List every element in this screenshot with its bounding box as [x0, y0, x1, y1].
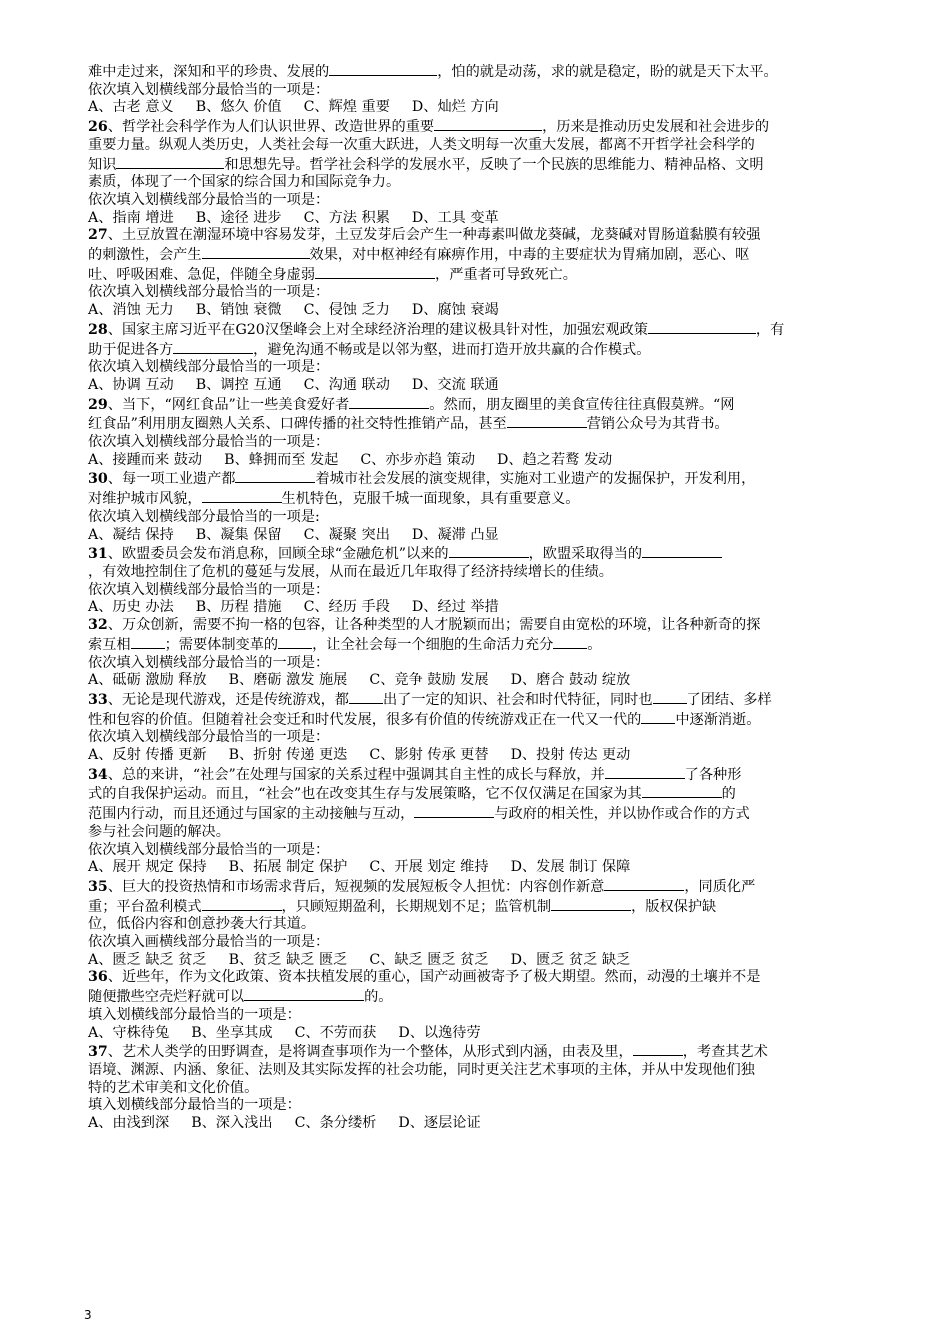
option-c[interactable]: C、条分缕析 [294, 1115, 377, 1132]
question-number: 37 [88, 1044, 108, 1061]
option-b[interactable]: B、销蚀 衰微 [195, 302, 282, 319]
option-c[interactable]: C、方法 积累 [303, 209, 390, 226]
answer-blank [414, 804, 494, 818]
question-text-line: 索互相 ；需要体制变革的 ，让全社会每一个细胞的生命活力充分 。 [88, 636, 602, 653]
question-number: 35 [88, 878, 108, 895]
option-d[interactable]: D、以逸待劳 [398, 1024, 481, 1041]
option-a[interactable]: A、砥砺 激励 释放 [88, 672, 207, 689]
question-text-line: 对维护城市风貌， 生机特色，克服千城一面现象，具有重要意义。 [88, 491, 580, 508]
question-text-line: 吐、呼吸困难、急促，伴随全身虚弱 ，严重者可导致死亡。 [88, 266, 577, 283]
option-c[interactable]: C、亦步亦趋 策动 [360, 451, 476, 468]
option-a[interactable]: A、守株待兔 [88, 1024, 170, 1041]
answer-blank [604, 877, 684, 891]
answer-blank [633, 1042, 683, 1056]
question-text-line: 重要力量。纵观人类历史，人类社会每一次重大跃进，人类文明每一次重大发展，都离不开哲学社会科学的 [88, 136, 755, 153]
option-d[interactable]: D、腐蚀 衰竭 [411, 302, 499, 319]
options-row [88, 1025, 888, 1043]
answer-blank [641, 710, 675, 724]
options-row [88, 859, 888, 877]
option-c[interactable]: C、经历 手段 [303, 599, 390, 616]
option-b[interactable]: B、坐享其成 [191, 1024, 273, 1041]
question-text-line: 知识 和思想先导。哲学社会科学的发展水平，反映了一个民族的思维能力、精神品格、文明 [88, 156, 764, 173]
question-number: 28 [88, 321, 108, 338]
option-a[interactable]: A、凝结 保持 [88, 526, 174, 543]
option-d[interactable]: D、交流 联通 [411, 376, 499, 393]
options-row [88, 952, 888, 970]
question-prompt: 依次填入划横线部分最恰当的一项是： [88, 191, 330, 208]
question-number: 30 [88, 471, 108, 488]
question-prompt: 依次填入划横线部分最恰当的一项是： [88, 359, 330, 376]
answer-blank [278, 635, 312, 649]
page-number: 3 [84, 1308, 92, 1322]
answer-blank [642, 544, 722, 558]
question-text-line: ，有效地控制住了危机的蔓延与发展，从而在最近几年取得了经济持续增长的佳绩。 [88, 563, 613, 580]
question-text-line: 35、巨大的投资热情和市场需求背后，短视频的发展短板令人担忧：内容创作新意 ，同质化严 [88, 878, 756, 895]
question-text-line: 参与社会问题的解决。 [88, 823, 230, 840]
question-prompt: 依次填入划横线部分最恰当的一项是： [88, 284, 330, 301]
option-d[interactable]: D、匮乏 贫乏 缺乏 [510, 951, 631, 968]
option-b[interactable]: B、调控 互通 [195, 376, 282, 393]
options-row [88, 210, 888, 228]
option-a[interactable]: A、协调 互动 [88, 376, 174, 393]
answer-blank [244, 987, 364, 1001]
option-b[interactable]: B、磨砺 激发 施展 [228, 672, 348, 689]
question-text-line: 助于促进各方 ，避免沟通不畅或是以邻为壑，进而打造开放共赢的合作模式。 [88, 341, 651, 358]
question-text-line: 难中走过来，深知和平的珍贵、发展的 ，怕的就是动荡，求的就是稳定，盼的就是天下太平。 [88, 64, 778, 80]
question-number: 36 [88, 969, 108, 986]
option-d[interactable]: D、工具 变革 [411, 209, 499, 226]
answer-blank [642, 784, 722, 798]
answer-blank [551, 897, 631, 911]
answer-blank [173, 340, 253, 354]
question-prompt: 填入划横线部分最恰当的一项是： [88, 1097, 301, 1114]
option-c[interactable]: C、侵蚀 乏力 [303, 302, 390, 319]
option-c[interactable]: C、沟通 联动 [303, 376, 390, 393]
question-text-line: 32、万众创新，需要不拘一格的包容，让各种类型的人才脱颖而出；需要自由宽松的环境，让各种新奇的探 [88, 617, 761, 634]
question-number: 34 [88, 766, 108, 783]
question-prompt: 依次填入画横线部分最恰当的一项是： [88, 934, 330, 951]
answer-blank [131, 635, 165, 649]
question-prompt: 依次填入划横线部分最恰当的一项是: [88, 508, 320, 525]
question-prompt: 依次填入划横线部分最恰当的一项是： [88, 841, 330, 858]
question-prompt: 依次填入划横线部分最恰当的一项是： [88, 581, 330, 598]
answer-blank [553, 635, 587, 649]
question-prompt: 依次填入划横线部分最恰当的一项是： [88, 654, 330, 671]
question-text-line: 36、近些年，作为文化政策、资本扶植发展的重心，国产动画被寄予了极大期望。然而，动漫的土壤并不是 [88, 969, 761, 986]
question-text-line: 红食品”利用朋友圈熟人关系、口碑传播的社交特性推销产品，甚至 营销公众号为其背书。 [88, 416, 729, 433]
option-b[interactable]: B、历程 措施 [195, 599, 282, 616]
options-row [88, 599, 888, 617]
option-c[interactable]: C、辉煌 重要 [303, 99, 390, 116]
option-a[interactable]: A、古老 意义 [88, 99, 174, 116]
answer-blank [315, 265, 435, 279]
option-c[interactable]: C、影射 传承 更替 [369, 747, 489, 764]
answer-blank [648, 320, 756, 334]
question-text-line: 33、无论是现代游戏，还是传统游戏，都 出了一定的知识、社会和时代特征，同时也 了团结、多样 [88, 691, 772, 708]
answer-blank [507, 414, 587, 428]
answer-blank [329, 62, 437, 76]
question-number: 32 [88, 617, 108, 634]
answer-blank [605, 765, 685, 779]
option-a[interactable]: A、指南 增进 [88, 209, 174, 226]
question-text-line: 26、哲学社会科学作为人们认识世界、改造世界的重要 ，历来是推动历史发展和社会进步的 [88, 119, 770, 136]
answer-blank [202, 489, 282, 503]
option-b[interactable]: B、深入浅出 [191, 1115, 273, 1132]
options-row [88, 377, 888, 395]
answer-blank [235, 469, 315, 483]
question-text-line: 29、当下，“网红食品”让一些美食爱好者 。然而，朋友圈里的美食宣传往往真假莫辨。“网 [88, 396, 735, 413]
question-prompt: 依次填入划横线部分最恰当的一项是： [88, 81, 330, 98]
question-prompt: 依次填入划横线部分最恰当的一项是： [88, 434, 330, 451]
question-text-line: 性和包容的价值。但随着社会变迁和时代发展，很多有价值的传统游戏正在一代又一代的 中逐渐消逝。 [88, 711, 761, 728]
answer-blank [202, 245, 310, 259]
question-text-line: 位，低俗内容和创意抄袭大行其道。 [88, 916, 316, 933]
option-b[interactable]: B、悠久 价值 [195, 99, 282, 116]
option-d[interactable]: D、投射 传达 更动 [510, 747, 631, 764]
option-c[interactable]: C、缺乏 匮乏 贫乏 [369, 951, 489, 968]
options-row [88, 1115, 888, 1133]
option-c[interactable]: C、竞争 鼓励 发展 [369, 672, 489, 689]
question-number: 26 [88, 119, 108, 136]
option-a[interactable]: A、接踵而来 鼓动 [88, 451, 203, 468]
answer-blank [349, 690, 383, 704]
question-text-line: 语境、渊源、内涵、象征、法则及其实际发挥的社会功能，同时更关注艺术事项的主体，并从中发现他们独 [88, 1061, 755, 1078]
answer-blank [202, 897, 282, 911]
answer-blank [434, 117, 542, 131]
question-text-line: 30、每一项工业遗产都 着城市社会发展的演变规律，实施对工业遗产的发掘保护，开发利用， [88, 471, 756, 488]
option-d[interactable]: D、磨合 鼓动 绽放 [510, 672, 631, 689]
option-b[interactable]: B、拓展 制定 保护 [228, 859, 348, 876]
question-text-line: 范围内行动，而且还通过与国家的主动接触与互动， 与政府的相关性，并以协作或合作的方式 [88, 806, 750, 823]
question-text-line: 27、土豆放置在潮湿环境中容易发芽，土豆发芽后会产生一种毒素叫做龙葵碱，龙葵碱对胃肠道黏膜有较强 [88, 227, 761, 244]
option-b[interactable]: B、途径 进步 [195, 209, 282, 226]
option-b[interactable]: B、蜂拥而至 发起 [224, 451, 339, 468]
document-page [88, 62, 888, 1133]
option-d[interactable]: D、发展 制订 保障 [510, 859, 631, 876]
question-text-line: 37、艺术人类学的田野调查，是将调查事项作为一个整体，从形式到内涵，由表及里， ，考查其艺术 [88, 1044, 768, 1061]
options-row [88, 747, 888, 765]
question-number: 27 [88, 227, 108, 244]
option-d[interactable]: D、经过 举措 [411, 599, 499, 616]
option-c[interactable]: C、不劳而获 [294, 1024, 377, 1041]
options-row [88, 452, 888, 470]
question-number: 29 [88, 396, 108, 413]
question-prompt: 填入划横线部分最恰当的一项是： [88, 1006, 301, 1023]
question-text-line: 重；平台盈利模式 ，只顾短期盈利，长期规划不足；监管机制 ，版权保护缺 [88, 898, 717, 915]
question-text-line: 34、总的来讲，“社会”在处理与国家的关系过程中强调其自主性的成长与释放，并 了各种形 [88, 766, 742, 783]
question-number: 33 [88, 691, 108, 708]
option-c[interactable]: C、凝聚 突出 [303, 526, 390, 543]
option-a[interactable]: A、由浅到深 [88, 1115, 170, 1132]
answer-blank [116, 155, 224, 169]
option-b[interactable]: B、折射 传递 更迭 [228, 747, 348, 764]
options-row [88, 302, 888, 320]
options-row [88, 527, 888, 545]
question-text-line: 特的艺术审美和文化价值。 [88, 1079, 259, 1096]
question-text-line: 的刺激性，会产生 效果，对中枢神经有麻痹作用，中毒的主要症状为胃痛加剧，恶心、呕 [88, 247, 750, 264]
question-text-line: 素质，体现了一个国家的综合国力和国际竞争力。 [88, 174, 401, 191]
answer-blank [653, 690, 687, 704]
answer-blank [349, 395, 429, 409]
question-text-line: 31、欧盟委员会发布消息称，回顾全球“金融危机”以来的 ，欧盟采取得当的 [88, 544, 888, 564]
answer-blank [449, 544, 529, 558]
option-d[interactable]: D、凝滞 凸显 [411, 526, 499, 543]
question-number: 31 [88, 546, 108, 563]
question-text-line: 式的自我保护运动。而且，“社会”也在改变其生存与发展策略，它不仅仅满足在国家为其 的 [88, 786, 736, 803]
option-c[interactable]: C、开展 划定 维持 [369, 859, 489, 876]
option-a[interactable]: A、展开 规定 保持 [88, 859, 207, 876]
question-text-line: 随便撒些空壳烂籽就可以 的。 [88, 989, 393, 1006]
option-a[interactable]: A、反射 传播 更新 [88, 747, 207, 764]
options-row [88, 99, 888, 117]
option-d[interactable]: D、逐层论证 [398, 1115, 481, 1132]
options-row [88, 672, 888, 690]
option-b[interactable]: B、贫乏 缺乏 匮乏 [228, 951, 348, 968]
option-a[interactable]: A、历史 办法 [88, 599, 174, 616]
option-a[interactable]: A、消蚀 无力 [88, 302, 174, 319]
question-text-line: 28、国家主席习近平在G20汉堡峰会上对全球经济治理的建议极具针对性，加强宏观政策 ，有 [88, 321, 785, 338]
option-d[interactable]: D、灿烂 方向 [411, 99, 499, 116]
question-prompt: 依次填入划横线部分最恰当的一项是： [88, 729, 330, 746]
option-a[interactable]: A、匮乏 缺乏 贫乏 [88, 951, 207, 968]
option-b[interactable]: B、凝集 保留 [195, 526, 282, 543]
option-d[interactable]: D、趋之若鹜 发动 [497, 451, 613, 468]
